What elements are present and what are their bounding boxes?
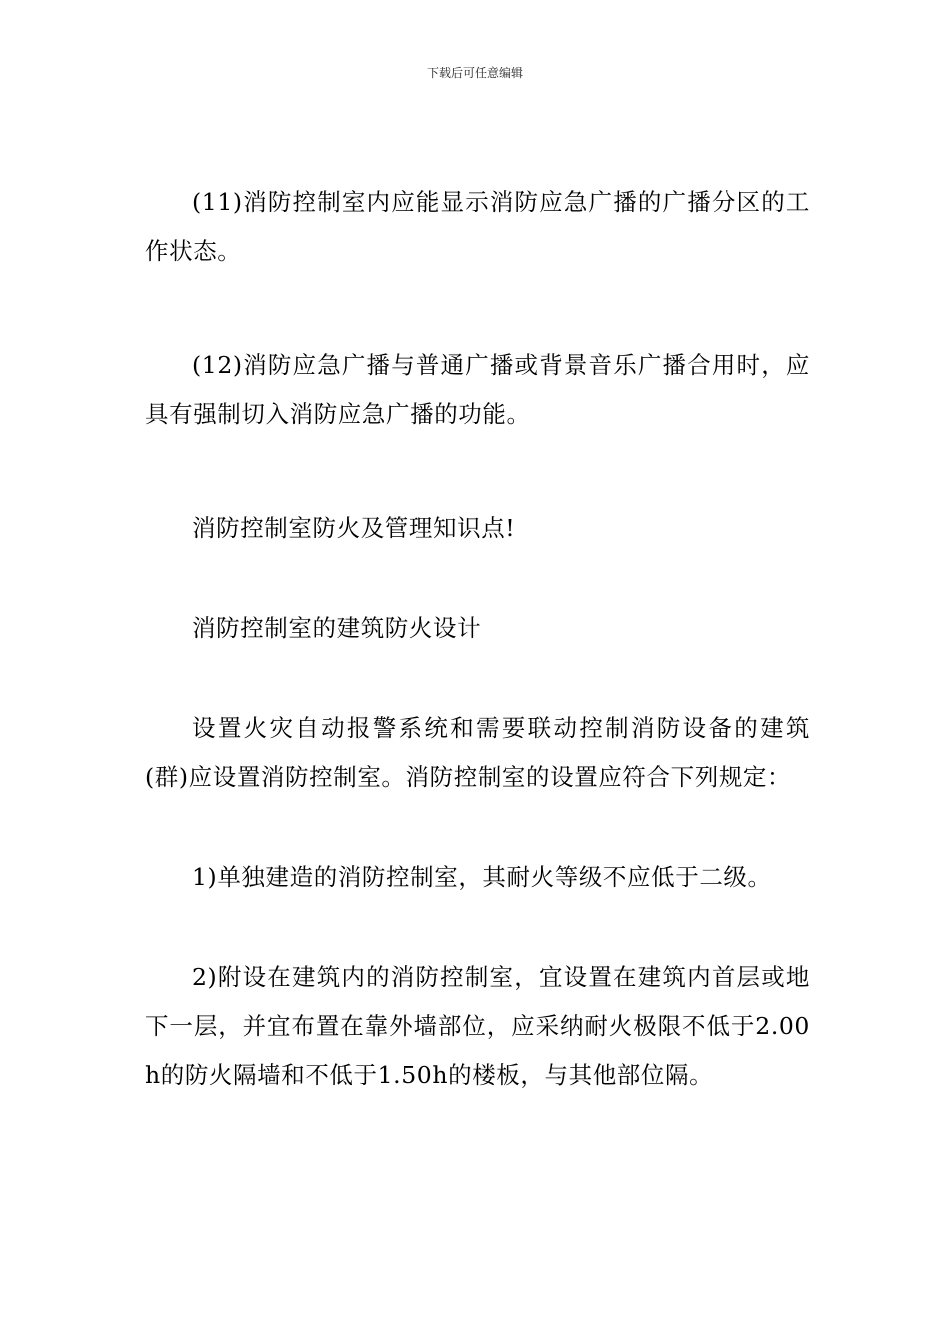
paragraph-rule-1: 1)单独建造的消防控制室，其耐火等级不应低于二级。 xyxy=(192,863,772,891)
paragraph-requirements: 设置火灾自动报警系统和需要联动控制消防设备的建筑(群)应设置消防控制室。消防控制室的设置应符合下列规定： xyxy=(145,714,810,791)
section-heading-knowledge: 消防控制室防火及管理知识点! xyxy=(192,514,516,542)
section-heading-design: 消防控制室的建筑防火设计 xyxy=(192,614,482,642)
document-body xyxy=(145,178,810,1100)
paragraph-rule-2: 2)附设在建筑内的消防控制室，宜设置在建筑内首层或地下一层，并宜布置在靠外墙部位，应采纳耐火极限不低于2.00h的防火隔墙和不低于1.50h的楼板，与其他部位隔。 xyxy=(145,963,810,1089)
page-header: 下载后可任意编辑 xyxy=(426,66,523,80)
paragraph-item-11: (11)消防控制室内应能显示消防应急广播的广播分区的工作状态。 xyxy=(145,188,810,265)
paragraph-item-12: (12)消防应急广播与普通广播或背景音乐广播合用时，应具有强制切入消防应急广播的功能。 xyxy=(145,351,810,428)
